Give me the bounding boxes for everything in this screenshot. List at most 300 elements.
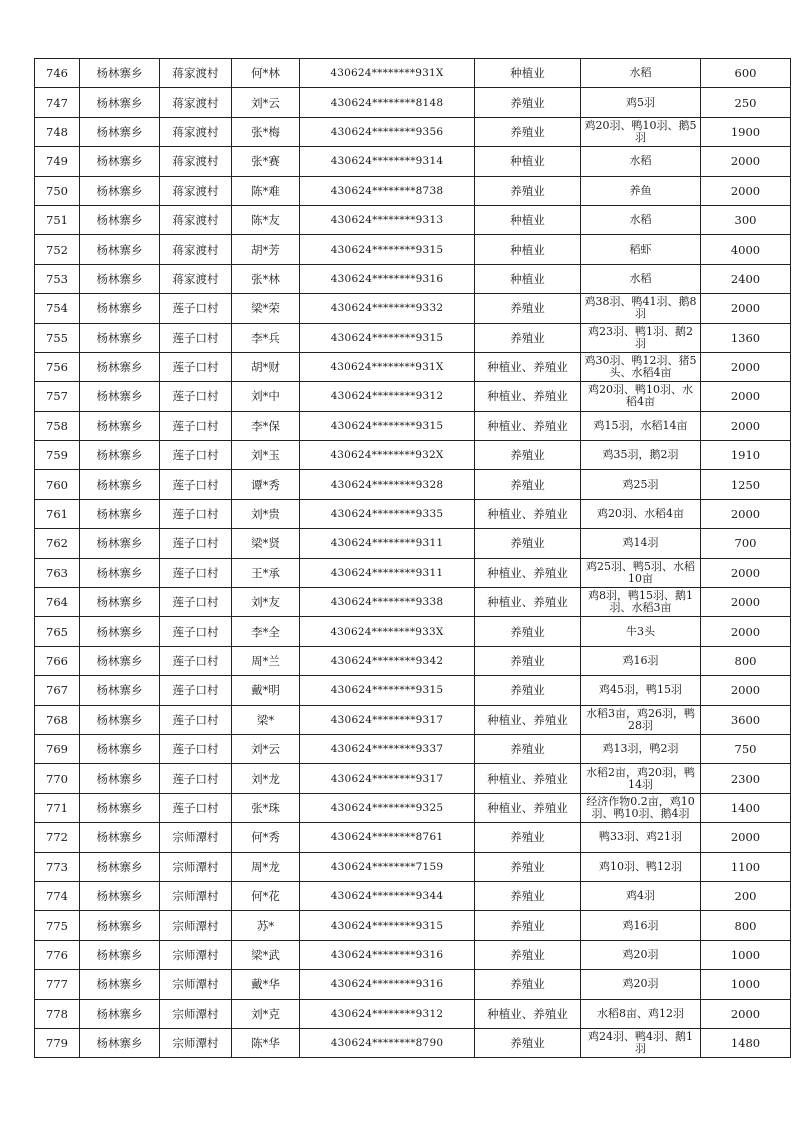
- village-cell: 蒋家渡村: [160, 235, 232, 264]
- table-row: [35, 1028, 791, 1057]
- row-number-cell: 766: [35, 646, 80, 675]
- village-cell: 莲子口村: [160, 470, 232, 499]
- village-cell: 莲子口村: [160, 764, 232, 793]
- township-cell: 杨林寨乡: [80, 940, 160, 969]
- production-detail-cell: 鸡35羽，鹅2羽: [581, 441, 701, 470]
- name-cell: 张*林: [232, 264, 300, 293]
- township-cell: 杨林寨乡: [80, 264, 160, 293]
- name-cell: 刘*云: [232, 734, 300, 763]
- township-cell: 杨林寨乡: [80, 441, 160, 470]
- name-cell: 刘*中: [232, 382, 300, 411]
- production-detail-cell: 鸡16羽: [581, 911, 701, 940]
- production-detail-cell: 鸡25羽、鸭5羽、水稻10亩: [581, 558, 701, 587]
- village-cell: 莲子口村: [160, 734, 232, 763]
- name-cell: 刘*云: [232, 88, 300, 117]
- id-number-cell: 430624********9314: [300, 147, 475, 176]
- production-detail-cell: 水稻: [581, 59, 701, 88]
- name-cell: 张*赛: [232, 147, 300, 176]
- village-cell: 莲子口村: [160, 382, 232, 411]
- name-cell: 何*秀: [232, 823, 300, 852]
- amount-cell: 2000: [701, 499, 791, 528]
- amount-cell: 2000: [701, 352, 791, 381]
- table-row: [35, 147, 791, 176]
- row-number-cell: 778: [35, 999, 80, 1028]
- production-detail-cell: 鸡30羽、鸭12羽、猪5头、水稻4亩: [581, 352, 701, 381]
- production-detail-cell: 鸡20羽: [581, 940, 701, 969]
- row-number-cell: 758: [35, 411, 80, 440]
- table-row: [35, 734, 791, 763]
- township-cell: 杨林寨乡: [80, 823, 160, 852]
- row-number-cell: 750: [35, 176, 80, 205]
- amount-cell: 750: [701, 734, 791, 763]
- table-row: [35, 588, 791, 617]
- village-cell: 莲子口村: [160, 646, 232, 675]
- industry-type-cell: 种植业、养殖业: [475, 411, 581, 440]
- industry-type-cell: 养殖业: [475, 88, 581, 117]
- row-number-cell: 777: [35, 970, 80, 999]
- village-cell: 蒋家渡村: [160, 117, 232, 146]
- production-detail-cell: 鸡23羽、鸭1羽、鹅2羽: [581, 323, 701, 352]
- village-cell: 宗师潭村: [160, 911, 232, 940]
- industry-type-cell: 养殖业: [475, 911, 581, 940]
- amount-cell: 1000: [701, 940, 791, 969]
- id-number-cell: 430624********9335: [300, 499, 475, 528]
- township-cell: 杨林寨乡: [80, 470, 160, 499]
- subsidy-table: [34, 58, 791, 1058]
- row-number-cell: 779: [35, 1028, 80, 1057]
- name-cell: 刘*克: [232, 999, 300, 1028]
- id-number-cell: 430624********8148: [300, 88, 475, 117]
- industry-type-cell: 养殖业: [475, 176, 581, 205]
- industry-type-cell: 种植业、养殖业: [475, 705, 581, 734]
- table-row: [35, 764, 791, 793]
- table-row: [35, 676, 791, 705]
- production-detail-cell: 鸡38羽、鸭41羽、鹅8羽: [581, 294, 701, 323]
- id-number-cell: 430624********8790: [300, 1028, 475, 1057]
- township-cell: 杨林寨乡: [80, 147, 160, 176]
- township-cell: 杨林寨乡: [80, 382, 160, 411]
- id-number-cell: 430624********9315: [300, 323, 475, 352]
- amount-cell: 4000: [701, 235, 791, 264]
- row-number-cell: 757: [35, 382, 80, 411]
- id-number-cell: 430624********8738: [300, 176, 475, 205]
- name-cell: 周*兰: [232, 646, 300, 675]
- industry-type-cell: 养殖业: [475, 441, 581, 470]
- row-number-cell: 773: [35, 852, 80, 881]
- industry-type-cell: 种植业、养殖业: [475, 588, 581, 617]
- village-cell: 莲子口村: [160, 617, 232, 646]
- amount-cell: 2300: [701, 764, 791, 793]
- village-cell: 莲子口村: [160, 323, 232, 352]
- production-detail-cell: 稻虾: [581, 235, 701, 264]
- township-cell: 杨林寨乡: [80, 676, 160, 705]
- industry-type-cell: 养殖业: [475, 852, 581, 881]
- industry-type-cell: 种植业、养殖业: [475, 764, 581, 793]
- table-body: [35, 59, 791, 1058]
- village-cell: 宗师潭村: [160, 823, 232, 852]
- table-row: [35, 88, 791, 117]
- name-cell: 李*兵: [232, 323, 300, 352]
- industry-type-cell: 种植业: [475, 205, 581, 234]
- name-cell: 陈*华: [232, 1028, 300, 1057]
- amount-cell: 1250: [701, 470, 791, 499]
- id-number-cell: 430624********9313: [300, 205, 475, 234]
- id-number-cell: 430624********9316: [300, 264, 475, 293]
- amount-cell: 2000: [701, 588, 791, 617]
- amount-cell: 1100: [701, 852, 791, 881]
- amount-cell: 2000: [701, 147, 791, 176]
- industry-type-cell: 养殖业: [475, 734, 581, 763]
- id-number-cell: 430624********931X: [300, 59, 475, 88]
- row-number-cell: 759: [35, 441, 80, 470]
- row-number-cell: 751: [35, 205, 80, 234]
- township-cell: 杨林寨乡: [80, 764, 160, 793]
- table-row: [35, 294, 791, 323]
- production-detail-cell: 水稻: [581, 264, 701, 293]
- village-cell: 宗师潭村: [160, 940, 232, 969]
- township-cell: 杨林寨乡: [80, 999, 160, 1028]
- name-cell: 刘*玉: [232, 441, 300, 470]
- table-row: [35, 441, 791, 470]
- name-cell: 梁*贤: [232, 529, 300, 558]
- production-detail-cell: 鸡20羽、水稻4亩: [581, 499, 701, 528]
- id-number-cell: 430624********9342: [300, 646, 475, 675]
- industry-type-cell: 养殖业: [475, 940, 581, 969]
- village-cell: 蒋家渡村: [160, 264, 232, 293]
- name-cell: 何*林: [232, 59, 300, 88]
- table-row: [35, 823, 791, 852]
- village-cell: 宗师潭村: [160, 881, 232, 910]
- name-cell: 王*承: [232, 558, 300, 587]
- township-cell: 杨林寨乡: [80, 911, 160, 940]
- id-number-cell: 430624********9317: [300, 705, 475, 734]
- amount-cell: 1480: [701, 1028, 791, 1057]
- row-number-cell: 754: [35, 294, 80, 323]
- amount-cell: 250: [701, 88, 791, 117]
- row-number-cell: 746: [35, 59, 80, 88]
- village-cell: 莲子口村: [160, 529, 232, 558]
- amount-cell: 300: [701, 205, 791, 234]
- row-number-cell: 763: [35, 558, 80, 587]
- production-detail-cell: 鸡4羽: [581, 881, 701, 910]
- industry-type-cell: 养殖业: [475, 617, 581, 646]
- name-cell: 梁*: [232, 705, 300, 734]
- row-number-cell: 761: [35, 499, 80, 528]
- village-cell: 莲子口村: [160, 588, 232, 617]
- village-cell: 蒋家渡村: [160, 88, 232, 117]
- township-cell: 杨林寨乡: [80, 499, 160, 528]
- id-number-cell: 430624********9311: [300, 529, 475, 558]
- industry-type-cell: 养殖业: [475, 323, 581, 352]
- village-cell: 蒋家渡村: [160, 147, 232, 176]
- row-number-cell: 752: [35, 235, 80, 264]
- township-cell: 杨林寨乡: [80, 793, 160, 822]
- township-cell: 杨林寨乡: [80, 176, 160, 205]
- production-detail-cell: 鸡15羽，水稻14亩: [581, 411, 701, 440]
- production-detail-cell: 鸡25羽: [581, 470, 701, 499]
- amount-cell: 2000: [701, 176, 791, 205]
- township-cell: 杨林寨乡: [80, 88, 160, 117]
- industry-type-cell: 种植业、养殖业: [475, 382, 581, 411]
- table-row: [35, 881, 791, 910]
- industry-type-cell: 养殖业: [475, 529, 581, 558]
- production-detail-cell: 鸡8羽，鸭15羽、鹅1羽、水稻3亩: [581, 588, 701, 617]
- amount-cell: 2400: [701, 264, 791, 293]
- industry-type-cell: 养殖业: [475, 676, 581, 705]
- amount-cell: 2000: [701, 617, 791, 646]
- amount-cell: 2000: [701, 382, 791, 411]
- amount-cell: 800: [701, 646, 791, 675]
- township-cell: 杨林寨乡: [80, 1028, 160, 1057]
- amount-cell: 2000: [701, 411, 791, 440]
- production-detail-cell: 鸡10羽、鸭12羽: [581, 852, 701, 881]
- industry-type-cell: 养殖业: [475, 470, 581, 499]
- table-row: [35, 411, 791, 440]
- name-cell: 戴*华: [232, 970, 300, 999]
- township-cell: 杨林寨乡: [80, 205, 160, 234]
- township-cell: 杨林寨乡: [80, 852, 160, 881]
- production-detail-cell: 鸡16羽: [581, 646, 701, 675]
- table-row: [35, 617, 791, 646]
- id-number-cell: 430624********9325: [300, 793, 475, 822]
- industry-type-cell: 种植业、养殖业: [475, 499, 581, 528]
- row-number-cell: 768: [35, 705, 80, 734]
- id-number-cell: 430624********9312: [300, 382, 475, 411]
- production-detail-cell: 牛3头: [581, 617, 701, 646]
- amount-cell: 2000: [701, 676, 791, 705]
- id-number-cell: 430624********9332: [300, 294, 475, 323]
- amount-cell: 3600: [701, 705, 791, 734]
- row-number-cell: 771: [35, 793, 80, 822]
- id-number-cell: 430624********9328: [300, 470, 475, 499]
- production-detail-cell: 鸡14羽: [581, 529, 701, 558]
- id-number-cell: 430624********9311: [300, 558, 475, 587]
- row-number-cell: 748: [35, 117, 80, 146]
- name-cell: 李*保: [232, 411, 300, 440]
- township-cell: 杨林寨乡: [80, 705, 160, 734]
- table-row: [35, 999, 791, 1028]
- township-cell: 杨林寨乡: [80, 411, 160, 440]
- amount-cell: 1000: [701, 970, 791, 999]
- row-number-cell: 760: [35, 470, 80, 499]
- name-cell: 刘*龙: [232, 764, 300, 793]
- production-detail-cell: 水稻: [581, 147, 701, 176]
- id-number-cell: 430624********9338: [300, 588, 475, 617]
- township-cell: 杨林寨乡: [80, 970, 160, 999]
- name-cell: 陈*难: [232, 176, 300, 205]
- id-number-cell: 430624********9315: [300, 235, 475, 264]
- id-number-cell: 430624********8761: [300, 823, 475, 852]
- village-cell: 莲子口村: [160, 294, 232, 323]
- row-number-cell: 775: [35, 911, 80, 940]
- production-detail-cell: 鸡45羽，鸭15羽: [581, 676, 701, 705]
- township-cell: 杨林寨乡: [80, 617, 160, 646]
- township-cell: 杨林寨乡: [80, 646, 160, 675]
- industry-type-cell: 种植业: [475, 147, 581, 176]
- township-cell: 杨林寨乡: [80, 734, 160, 763]
- production-detail-cell: 鸡20羽: [581, 970, 701, 999]
- table-row: [35, 940, 791, 969]
- id-number-cell: 430624********9316: [300, 970, 475, 999]
- name-cell: 张*梅: [232, 117, 300, 146]
- id-number-cell: 430624********9337: [300, 734, 475, 763]
- township-cell: 杨林寨乡: [80, 323, 160, 352]
- village-cell: 宗师潭村: [160, 999, 232, 1028]
- id-number-cell: 430624********931X: [300, 352, 475, 381]
- industry-type-cell: 种植业、养殖业: [475, 999, 581, 1028]
- industry-type-cell: 种植业、养殖业: [475, 793, 581, 822]
- village-cell: 宗师潭村: [160, 970, 232, 999]
- amount-cell: 1910: [701, 441, 791, 470]
- row-number-cell: 772: [35, 823, 80, 852]
- village-cell: 莲子口村: [160, 676, 232, 705]
- amount-cell: 2000: [701, 558, 791, 587]
- production-detail-cell: 鸡20羽、鸭10羽、鹅5羽: [581, 117, 701, 146]
- township-cell: 杨林寨乡: [80, 59, 160, 88]
- row-number-cell: 747: [35, 88, 80, 117]
- production-detail-cell: 鸡24羽、鸭4羽、鹅1羽: [581, 1028, 701, 1057]
- village-cell: 莲子口村: [160, 793, 232, 822]
- industry-type-cell: 养殖业: [475, 881, 581, 910]
- table-row: [35, 911, 791, 940]
- id-number-cell: 430624********932X: [300, 441, 475, 470]
- row-number-cell: 749: [35, 147, 80, 176]
- id-number-cell: 430624********9344: [300, 881, 475, 910]
- row-number-cell: 765: [35, 617, 80, 646]
- production-detail-cell: 鸭33羽、鸡21羽: [581, 823, 701, 852]
- id-number-cell: 430624********9356: [300, 117, 475, 146]
- table-row: [35, 264, 791, 293]
- table-row: [35, 705, 791, 734]
- production-detail-cell: 水稻3亩，鸡26羽，鸭28羽: [581, 705, 701, 734]
- row-number-cell: 753: [35, 264, 80, 293]
- production-detail-cell: 经济作物0.2亩，鸡10羽、鸭10羽、鹅4羽: [581, 793, 701, 822]
- table-row: [35, 205, 791, 234]
- amount-cell: 1360: [701, 323, 791, 352]
- industry-type-cell: 种植业、养殖业: [475, 558, 581, 587]
- row-number-cell: 756: [35, 352, 80, 381]
- table-row: [35, 117, 791, 146]
- amount-cell: 700: [701, 529, 791, 558]
- name-cell: 胡*财: [232, 352, 300, 381]
- row-number-cell: 774: [35, 881, 80, 910]
- table-row: [35, 793, 791, 822]
- name-cell: 苏*: [232, 911, 300, 940]
- row-number-cell: 769: [35, 734, 80, 763]
- industry-type-cell: 种植业: [475, 235, 581, 264]
- industry-type-cell: 种植业: [475, 264, 581, 293]
- name-cell: 戴*明: [232, 676, 300, 705]
- industry-type-cell: 养殖业: [475, 970, 581, 999]
- name-cell: 梁*荣: [232, 294, 300, 323]
- table-row: [35, 470, 791, 499]
- amount-cell: 2000: [701, 294, 791, 323]
- name-cell: 陈*友: [232, 205, 300, 234]
- production-detail-cell: 鸡13羽，鸭2羽: [581, 734, 701, 763]
- village-cell: 莲子口村: [160, 705, 232, 734]
- township-cell: 杨林寨乡: [80, 352, 160, 381]
- table-row: [35, 646, 791, 675]
- village-cell: 莲子口村: [160, 352, 232, 381]
- township-cell: 杨林寨乡: [80, 294, 160, 323]
- production-detail-cell: 水稻8亩、鸡12羽: [581, 999, 701, 1028]
- table-row: [35, 59, 791, 88]
- production-detail-cell: 水稻: [581, 205, 701, 234]
- id-number-cell: 430624********9312: [300, 999, 475, 1028]
- amount-cell: 200: [701, 881, 791, 910]
- amount-cell: 2000: [701, 999, 791, 1028]
- village-cell: 莲子口村: [160, 411, 232, 440]
- table-row: [35, 235, 791, 264]
- amount-cell: 2000: [701, 823, 791, 852]
- township-cell: 杨林寨乡: [80, 235, 160, 264]
- row-number-cell: 776: [35, 940, 80, 969]
- industry-type-cell: 养殖业: [475, 823, 581, 852]
- industry-type-cell: 种植业: [475, 59, 581, 88]
- name-cell: 李*全: [232, 617, 300, 646]
- village-cell: 莲子口村: [160, 499, 232, 528]
- name-cell: 刘*贵: [232, 499, 300, 528]
- production-detail-cell: 鸡20羽、鸭10羽、水稻4亩: [581, 382, 701, 411]
- row-number-cell: 770: [35, 764, 80, 793]
- name-cell: 张*珠: [232, 793, 300, 822]
- table-row: [35, 499, 791, 528]
- row-number-cell: 767: [35, 676, 80, 705]
- id-number-cell: 430624********7159: [300, 852, 475, 881]
- village-cell: 蒋家渡村: [160, 205, 232, 234]
- township-cell: 杨林寨乡: [80, 881, 160, 910]
- name-cell: 谭*秀: [232, 470, 300, 499]
- amount-cell: 600: [701, 59, 791, 88]
- id-number-cell: 430624********9315: [300, 411, 475, 440]
- name-cell: 胡*芳: [232, 235, 300, 264]
- township-cell: 杨林寨乡: [80, 588, 160, 617]
- table-row: [35, 382, 791, 411]
- industry-type-cell: 养殖业: [475, 294, 581, 323]
- village-cell: 宗师潭村: [160, 1028, 232, 1057]
- name-cell: 周*龙: [232, 852, 300, 881]
- id-number-cell: 430624********933X: [300, 617, 475, 646]
- village-cell: 蒋家渡村: [160, 176, 232, 205]
- table-row: [35, 970, 791, 999]
- table-row: [35, 529, 791, 558]
- amount-cell: 1900: [701, 117, 791, 146]
- amount-cell: 1400: [701, 793, 791, 822]
- id-number-cell: 430624********9315: [300, 911, 475, 940]
- table-row: [35, 558, 791, 587]
- industry-type-cell: 养殖业: [475, 117, 581, 146]
- production-detail-cell: 鸡5羽: [581, 88, 701, 117]
- name-cell: 何*花: [232, 881, 300, 910]
- name-cell: 梁*武: [232, 940, 300, 969]
- id-number-cell: 430624********9315: [300, 676, 475, 705]
- row-number-cell: 764: [35, 588, 80, 617]
- village-cell: 莲子口村: [160, 558, 232, 587]
- industry-type-cell: 养殖业: [475, 646, 581, 675]
- township-cell: 杨林寨乡: [80, 117, 160, 146]
- id-number-cell: 430624********9316: [300, 940, 475, 969]
- township-cell: 杨林寨乡: [80, 558, 160, 587]
- township-cell: 杨林寨乡: [80, 529, 160, 558]
- name-cell: 刘*友: [232, 588, 300, 617]
- row-number-cell: 762: [35, 529, 80, 558]
- village-cell: 蒋家渡村: [160, 59, 232, 88]
- table-row: [35, 852, 791, 881]
- village-cell: 莲子口村: [160, 441, 232, 470]
- village-cell: 宗师潭村: [160, 852, 232, 881]
- table-row: [35, 323, 791, 352]
- industry-type-cell: 养殖业: [475, 1028, 581, 1057]
